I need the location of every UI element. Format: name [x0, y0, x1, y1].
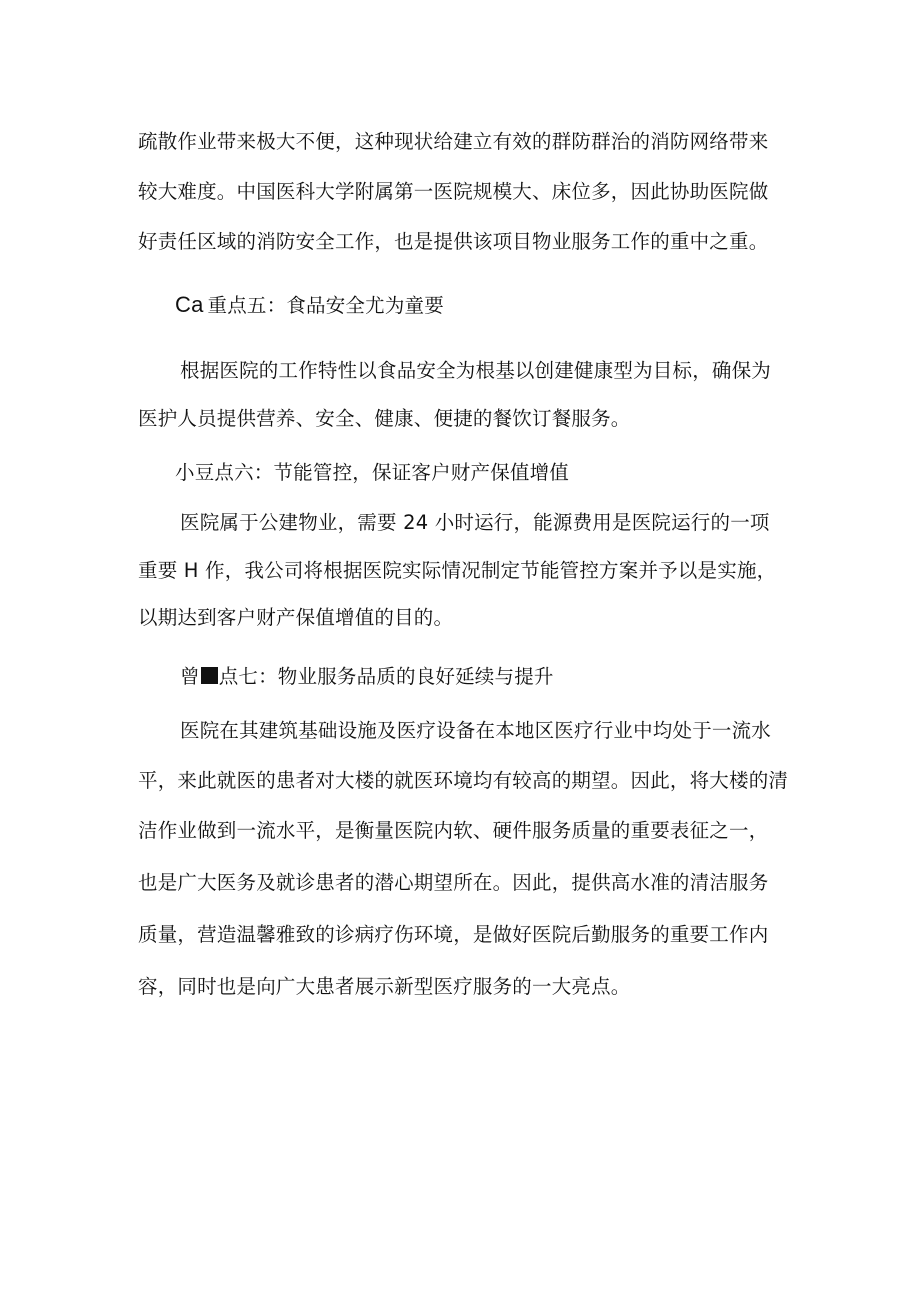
fire-paragraph-line-2: 较大难度。中国医科大学附属第一医院规模大、床位多，因此协助医院做 — [138, 180, 769, 203]
section-heading-6: 小豆点六：节能管控，保证客户财产保值增值 — [175, 461, 570, 484]
heading-5-text: 重点五：食品安全尤为童要 — [207, 294, 444, 317]
heading-5-marker: Ca — [175, 292, 204, 317]
service-paragraph-line-5: 质量，营造温馨雅致的诊病疗伤环境，是做好医院后勤服务的重要工作内 — [138, 923, 769, 946]
food-paragraph-line-2: 医护人员提供营养、安全、健康、便捷的餐饮订餐服务。 — [138, 407, 631, 430]
heading-7-block-glyph — [201, 667, 218, 684]
heading-7-prefix: 曾 — [180, 665, 200, 688]
fire-paragraph-line-3: 好责任区域的消防安全工作，也是提供该项目物业服务工作的重中之重。 — [138, 230, 769, 253]
service-paragraph-line-6: 容，同时也是向广大患者展示新型医疗服务的一大亮点。 — [138, 975, 631, 998]
service-paragraph-line-1: 医院在其建筑基础设施及医疗设备在本地区医疗行业中均处于一流水 — [180, 719, 772, 742]
service-paragraph-line-4: 也是广大医务及就诊患者的潜心期望所在。因此，提供高水准的清洁服务 — [138, 871, 769, 894]
energy-paragraph-line-1: 医院属于公建物业，需要 24 小时运行，能源费用是医院运行的一项 — [180, 511, 770, 534]
section-heading-5 — [175, 291, 444, 320]
energy-paragraph-line-2: 重要 H 作，我公司将根据医院实际情况制定节能管控方案并予以是实施， — [138, 559, 777, 582]
food-paragraph-line-1: 根据医院的工作特性以食品安全为根基以创建健康型为目标，确保为 — [180, 359, 772, 382]
service-paragraph-line-3: 洁作业做到一流水平，是衡量医院内软、硬件服务质量的重要表征之一， — [138, 819, 769, 842]
energy-paragraph-line-3: 以期达到客户财产保值增值的目的。 — [138, 606, 454, 629]
service-paragraph-line-2: 平，来此就医的患者对大楼的就医环境均有较高的期望。因此，将大楼的清 — [138, 769, 789, 792]
fire-paragraph-line-1: 疏散作业带来极大不便，这种现状给建立有效的群防群治的消防网络带来 — [138, 130, 769, 153]
heading-7-suffix: 点七：物业服务品质的良好延续与提升 — [218, 665, 554, 688]
section-heading-7 — [180, 663, 554, 691]
